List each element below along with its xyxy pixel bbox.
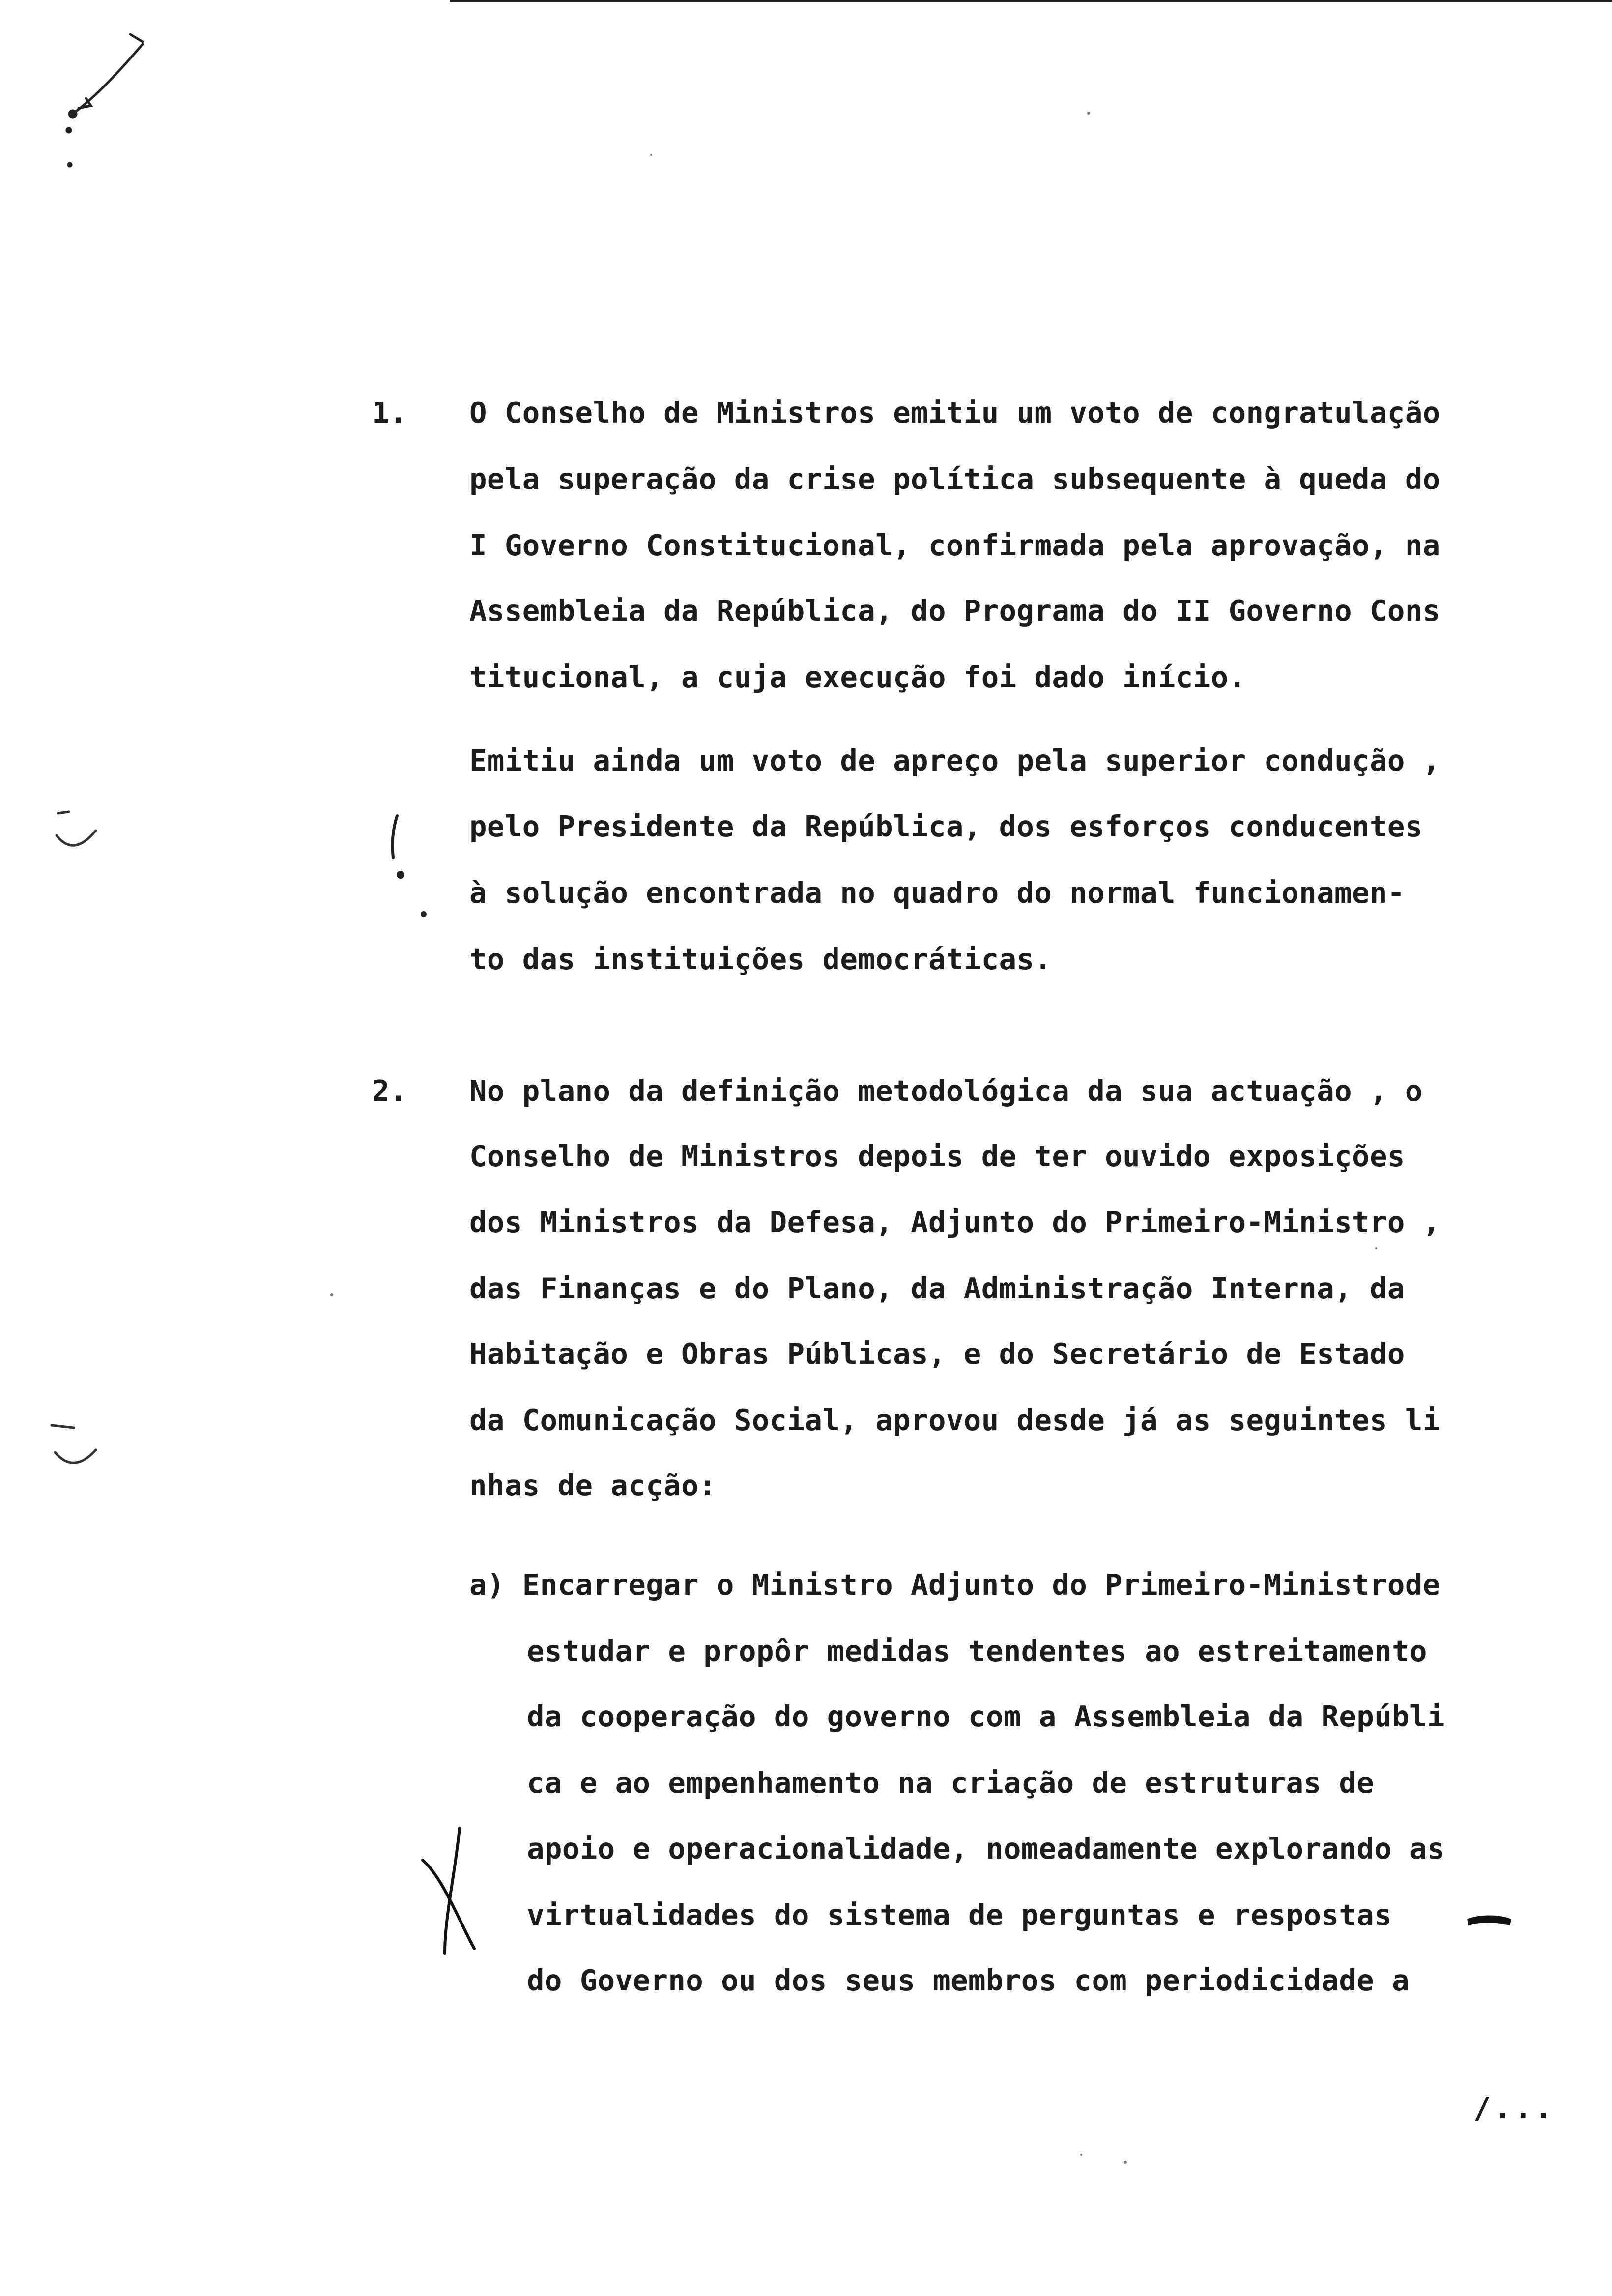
text-line: Emitiu ainda um voto de apreço pela superior condução ,: [469, 744, 1440, 777]
punch-hole-mark-icon: [52, 812, 96, 1463]
text-line: dos Ministros da Defesa, Adjunto do Primeiro-Ministro ,: [469, 1205, 1440, 1239]
text-line: Assembleia da República, do Programa do II Governo Cons: [469, 594, 1440, 628]
list-item-a-line: virtualidades do sistema de perguntas e respostas: [527, 1898, 1392, 1932]
margin-bracket-mark-icon: [393, 816, 425, 916]
section-number-2: 2.: [372, 1074, 407, 1108]
list-item-a-line: ca e ao empenhamento na criação de estruturas de: [527, 1766, 1375, 1800]
list-item-a-line: do Governo ou dos seus membros com periodicidade a: [527, 1963, 1410, 1997]
text-line: O Conselho de Ministros emitiu um voto de congratulação: [469, 396, 1440, 430]
list-item-a-line: da cooperação do governo com a Assembleia da Repúbli: [527, 1699, 1445, 1733]
text-line: nhas de acção:: [469, 1468, 717, 1502]
text-line: Habitação e Obras Públicas, e do Secretário de Estado: [469, 1337, 1405, 1371]
struck-out-word-icon: [1467, 1916, 1511, 1926]
text-line: No plano da definição metodológica da sua actuação , o: [469, 1074, 1423, 1108]
text-line: das Finanças e do Plano, da Administração Interna, da: [469, 1271, 1405, 1305]
list-item-a-line: a) Encarregar o Ministro Adjunto do Primeiro-Ministrode: [469, 1568, 1440, 1602]
list-item-a-line: apoio e operacionalidade, nomeadamente explorando as: [527, 1832, 1445, 1866]
text-line: Conselho de Ministros depois de ter ouvido exposições: [469, 1139, 1405, 1173]
handwritten-x-mark-icon: [423, 1828, 474, 1953]
text-line: da Comunicação Social, aprovou desde já as seguintes li: [469, 1403, 1440, 1437]
text-line: à solução encontrada no quadro do normal funcionamen-: [469, 876, 1405, 910]
list-item-a-line: estudar e propôr medidas tendentes ao estreitamento: [527, 1634, 1427, 1668]
text-line: pelo Presidente da República, dos esforços conducentes: [469, 809, 1423, 843]
continuation-mark: /...: [1473, 2091, 1555, 2125]
text-line: pela superação da crise política subsequente à queda do: [469, 462, 1440, 496]
text-line: titucional, a cuja execução foi dado início.: [469, 660, 1246, 694]
corner-scribble-icon: [67, 34, 143, 166]
text-line: to das instituições democráticas.: [469, 942, 1052, 976]
section-number-1: 1.: [372, 396, 407, 430]
text-line: I Governo Constitucional, confirmada pela aprovação, na: [469, 528, 1440, 562]
